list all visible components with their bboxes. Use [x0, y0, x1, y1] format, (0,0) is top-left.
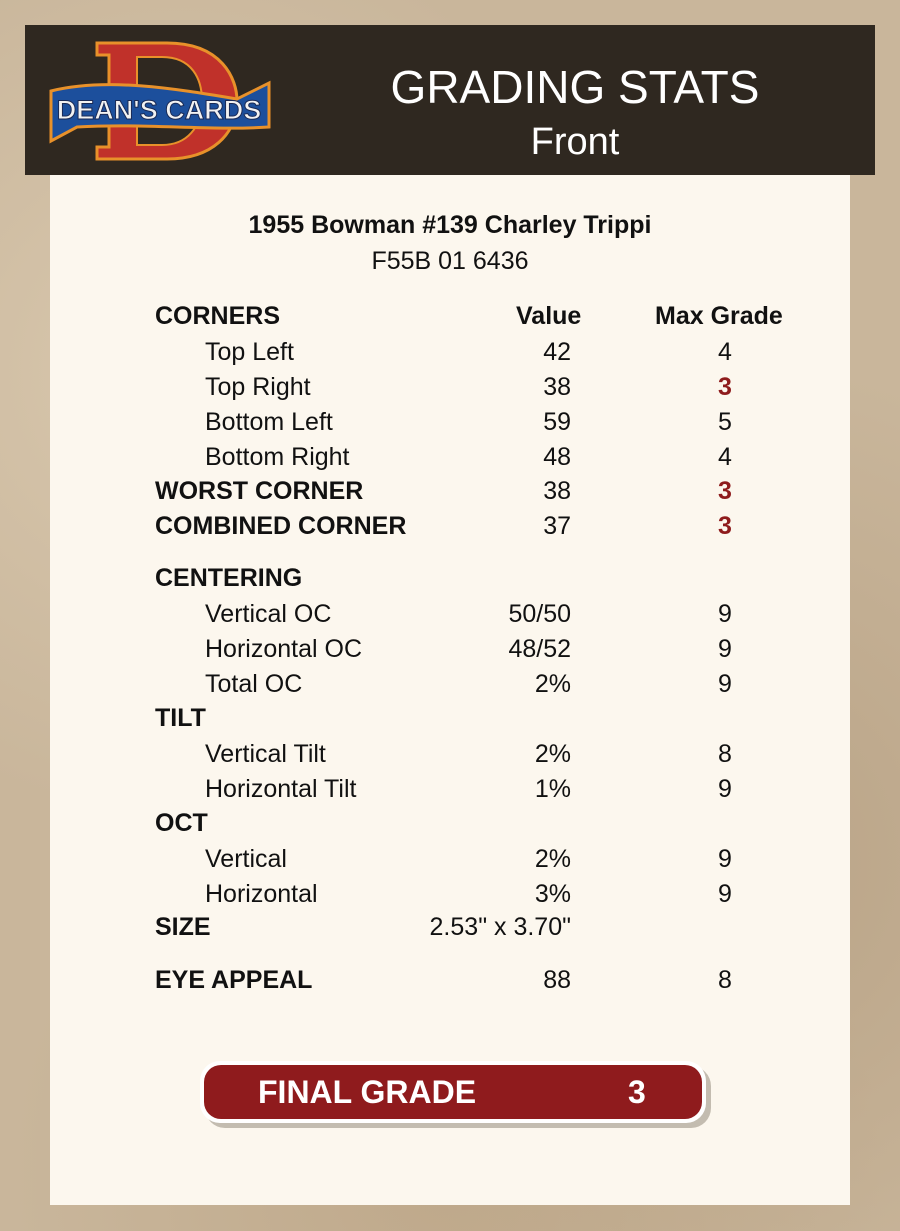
- final-grade-label: FINAL GRADE: [258, 1074, 477, 1110]
- table-row: [50, 965, 850, 995]
- row-max-grade: 9: [718, 775, 732, 803]
- row-label: Horizontal OC: [205, 635, 362, 663]
- row-max-grade: 9: [718, 845, 732, 873]
- row-max-grade: 4: [718, 338, 732, 366]
- table-row: [50, 511, 850, 541]
- table-row: [50, 407, 850, 437]
- grading-panel: [50, 175, 850, 1205]
- row-label: Bottom Right: [205, 443, 350, 471]
- row-label: Top Left: [205, 338, 294, 366]
- table-row: [50, 808, 850, 838]
- row-value: 88: [543, 966, 571, 994]
- table-row: [50, 879, 850, 909]
- row-value: 37: [543, 512, 571, 540]
- card-name: 1955 Bowman #139 Charley Trippi: [248, 211, 652, 239]
- final-grade-button[interactable]: [200, 1061, 706, 1123]
- row-value: 2%: [534, 670, 571, 698]
- value-column-header: Value: [516, 302, 582, 330]
- row-value: 59: [543, 408, 571, 436]
- table-row: [50, 844, 850, 874]
- row-value: 42: [543, 338, 571, 366]
- row-value: 1%: [534, 775, 571, 803]
- table-row: [50, 476, 850, 506]
- row-label: Horizontal Tilt: [205, 775, 357, 803]
- row-label: CORNERS: [155, 302, 281, 330]
- table-row: [50, 912, 850, 942]
- table-row: [50, 669, 850, 699]
- row-label: EYE APPEAL: [155, 966, 313, 994]
- table-row: [50, 372, 850, 402]
- final-grade-value: 3: [628, 1074, 646, 1110]
- max-grade-column-header: Max Grade: [655, 302, 783, 330]
- row-label: Total OC: [205, 670, 303, 698]
- svg-text:DEAN'S CARDS: DEAN'S CARDS: [56, 95, 262, 125]
- page-title: GRADING STATS: [390, 61, 760, 113]
- page-subtitle: Front: [530, 121, 620, 163]
- row-label: Top Right: [205, 373, 311, 401]
- row-value: 2%: [534, 845, 571, 873]
- row-max-grade: 9: [718, 635, 732, 663]
- row-value: 3%: [534, 880, 571, 908]
- row-label: Vertical: [205, 845, 287, 873]
- row-max-grade: 8: [718, 966, 732, 994]
- table-row: [50, 337, 850, 367]
- row-value: 2.53" x 3.70": [429, 913, 571, 941]
- deans-cards-logo: [47, 39, 281, 161]
- table-row: [50, 774, 850, 804]
- row-label: OCT: [155, 809, 208, 837]
- row-max-grade: 3: [718, 477, 732, 505]
- row-label: CENTERING: [155, 564, 303, 592]
- row-label: Vertical Tilt: [205, 740, 326, 768]
- table-row: [50, 739, 850, 769]
- row-value: 38: [543, 477, 571, 505]
- row-max-grade: 5: [718, 408, 732, 436]
- row-max-grade: 3: [718, 512, 732, 540]
- table-row: [50, 563, 850, 593]
- table-row: [50, 599, 850, 629]
- row-value: 50/50: [508, 600, 571, 628]
- row-max-grade: 3: [718, 373, 732, 401]
- table-row: [50, 442, 850, 472]
- row-value: 48/52: [508, 635, 571, 663]
- row-max-grade: 9: [718, 600, 732, 628]
- table-row: [50, 301, 850, 331]
- row-max-grade: 9: [718, 670, 732, 698]
- row-label: WORST CORNER: [155, 477, 364, 505]
- row-max-grade: 4: [718, 443, 732, 471]
- table-row: [50, 703, 850, 733]
- row-label: Bottom Left: [205, 408, 333, 436]
- row-max-grade: 9: [718, 880, 732, 908]
- table-row: [50, 634, 850, 664]
- row-value: 48: [543, 443, 571, 471]
- row-label: SIZE: [155, 913, 211, 941]
- row-label: COMBINED CORNER: [155, 512, 407, 540]
- row-label: TILT: [155, 704, 206, 732]
- row-value: 2%: [534, 740, 571, 768]
- row-label: Horizontal: [205, 880, 318, 908]
- header: [25, 25, 875, 175]
- row-value: 38: [543, 373, 571, 401]
- row-label: Vertical OC: [205, 600, 332, 628]
- row-max-grade: 8: [718, 740, 732, 768]
- cert-number: F55B 01 6436: [371, 247, 529, 275]
